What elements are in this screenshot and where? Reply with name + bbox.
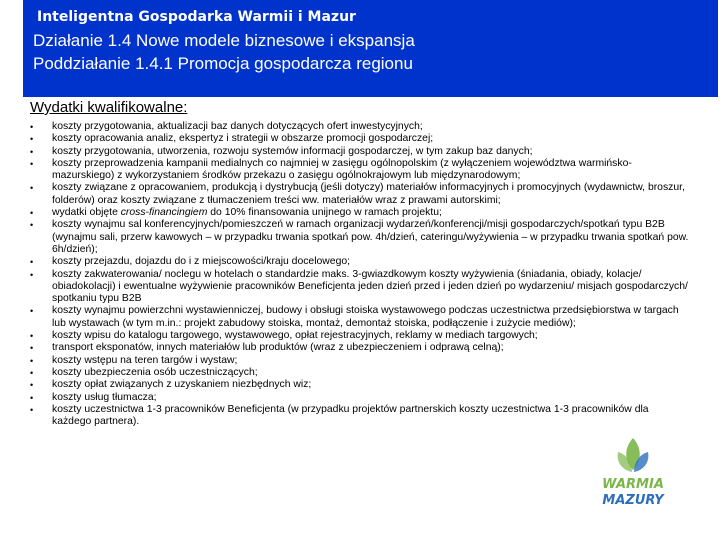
list-item (30, 182, 690, 207)
list-item (30, 404, 690, 429)
list-item-text: koszty przygotowania, aktualizacji baz danych dotyczących ofert inwestycyjnych; (52, 121, 423, 132)
list-item-text: koszty wpisu do katalogu targowego, wystawowego, opłat rejestracyjnych, reklamy w mediach targowych; (52, 330, 538, 342)
list-item (30, 379, 690, 391)
list-item-text: koszty opłat związanych z uzyskaniem niezbędnych wiz; (52, 379, 312, 391)
list-item-text: koszty wynajmu sal konferencyjnych/pomieszczeń w ramach organizacji wydarzeń/konferencji/misji gospodarczych/spotkań typu B2B (wynajmu sali, przerw kawowych – w przypadku trwania spotkań pow. 4h/dzień, cateringu/wyżywienia – w przypadku trwania spotkań pow. 6h/dzień); (52, 219, 689, 255)
subaction-title: Poddziałanie 1.4.1 Promocja gospodarcza regionu (33, 54, 413, 73)
list-item (30, 305, 690, 330)
list-item-text: koszty wynajmu powierzchni wystawienniczej, budowy i obsługi stoiska wystawowego podczas uczestnictwa przedsiębiorstwa w targach lub wystawach (w tym m.in.: projekt zabudowy stoiska, montaż, demontaż stoiska, podłączenie i zużycie mediów); (52, 305, 679, 329)
list-item-text: koszty uczestnictwa 1-3 pracowników Beneficjenta (w przypadku projektów partnerskich koszty uczestnictwa 1-3 pracowników dla każdego partnera). (52, 403, 649, 428)
list-item (30, 121, 690, 133)
list-item (30, 367, 690, 379)
logo-word-2: MAZURY (602, 493, 664, 508)
eligible-costs-list (30, 121, 690, 428)
list-item-text: koszty usług tłumacza; (52, 391, 157, 403)
list-item (30, 158, 690, 183)
list-item-text: koszty przeprowadzenia kampanii medialnych co najmniej w zasięgu ogólnopolskim (z wyłączeniem województwa warmińsko-mazurskiego) z wykorzystaniem środków przekazu o zasięgu ogólnokrajowym lub międzynarodowym; (52, 157, 632, 182)
list-item-text: koszty zakwaterowania/ noclegu w hotelach o standardzie maks. 3-gwiazdkowym koszty wyżywienia (śniadania, obiady, kolacje/ obiadokolacji) i ewentualne wyżywienie pracowników Beneficjenta jeden dzień przed i jeden dzień po wydarzeniu/ misjach gospodarczych/ spotkaniu typu B2B (52, 268, 688, 305)
action-title: Działanie 1.4 Nowe modele biznesowe i ekspansja (33, 31, 415, 50)
list-item (30, 269, 690, 306)
list-item (30, 256, 690, 268)
list-item-text: koszty wstępu na teren targów i wystaw; (52, 354, 238, 366)
list-item-text: koszty przejazdu, dojazdu do i z miejscowości/kraju docelowego; (52, 256, 351, 268)
section-title: Wydatki kwalifikowalne: (30, 99, 188, 116)
list-item-text: koszty ubezpieczenia osób uczestniczących; (52, 366, 258, 378)
list-item-emphasis: cross-financingiem (120, 207, 208, 219)
list-item (30, 219, 690, 256)
list-item (30, 207, 690, 219)
list-item (30, 392, 690, 404)
list-item-text: transport eksponatów, innych materiałów lub produktów (wraz z ubezpieczeniem i odprawą celną); (52, 342, 504, 354)
list-item (30, 355, 690, 367)
brand-title: Inteligentna Gospodarka Warmii i Mazur (37, 9, 356, 25)
leaf-icon (618, 438, 649, 472)
list-item-text: koszty związane z opracowaniem, produkcją i dystrybucją (jeśli dotyczy) materiałów informacyjnych i promocyjnych (wydawnictw, broszur, folderów) oraz koszty związane z tłumaczeniem treści ww. materiałów wraz z prawami autorskimi; (52, 182, 685, 206)
list-item-text-after: do 10% finansowania unijnego w ramach projektu; (207, 207, 442, 219)
list-item (30, 133, 690, 145)
warmia-mazury-logo (578, 432, 688, 512)
logo-word-1: WARMIA (602, 477, 664, 492)
list-item-text: koszty opracowania analiz, ekspertyz i strategii w obszarze promocji gospodarczej; (52, 133, 434, 145)
list-item (30, 330, 690, 342)
list-item (30, 342, 690, 354)
list-item-text: koszty przygotowania, utworzenia, rozwoju systemów informacji gospodarczej, w tym zakup baz danych; (52, 145, 533, 157)
list-item-text-before: wydatki objęte (52, 207, 121, 219)
title-banner (23, 0, 718, 97)
list-item (30, 146, 690, 158)
